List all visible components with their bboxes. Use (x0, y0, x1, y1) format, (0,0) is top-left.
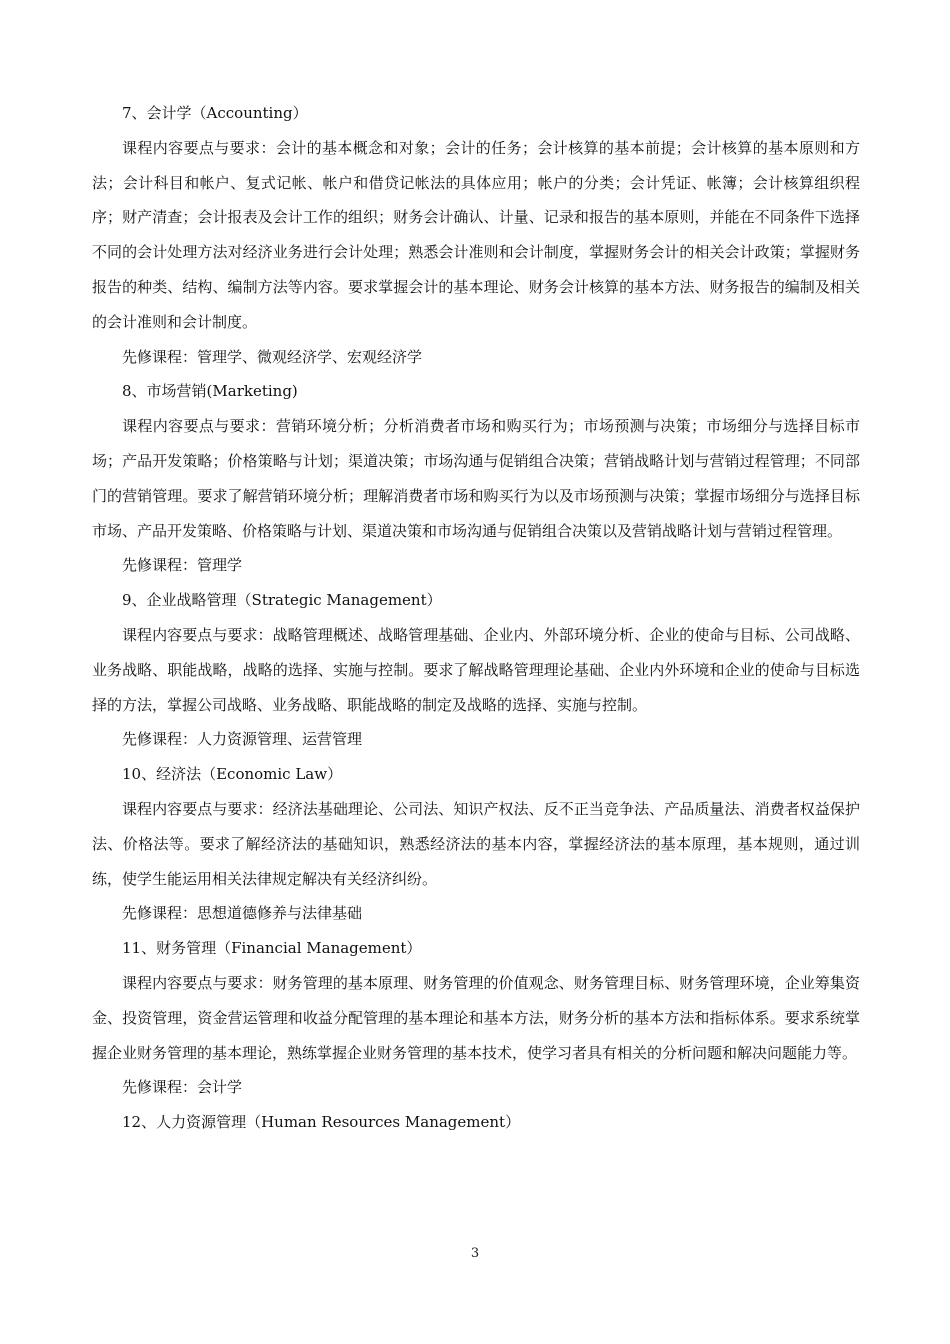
course-prereq-accounting: 先修课程：管理学、微观经济学、宏观经济学 (122, 347, 423, 366)
course-heading-marketing: 8、市场营销(Marketing) (122, 382, 298, 401)
course-prereq-economic-law: 先修课程：思想道德修养与法律基础 (122, 904, 363, 923)
page-content (92, 96, 860, 1140)
course-content-marketing: 课程内容要点与要求：营销环境分析；分析消费者市场和购买行为；市场预测与决策；市场细分与选择目标市场；产品开发策略；价格策略与计划；渠道决策；市场沟通与促销组合决策；营销战略计划与营销过程管理；不同部门的营销管理。要求了解营销环境分析；理解消费者市场和购买行为以及市场预测与决策；掌握市场细分与选择目标市场、产品开发策略、价格策略与计划、渠道决策和市场沟通与促销组合决策以及营销战略计划与营销过程管理。 (92, 417, 860, 540)
course-prereq-strategic-management: 先修课程：人力资源管理、运营管理 (122, 730, 363, 749)
course-prereq-financial-management: 先修课程：会计学 (122, 1078, 243, 1097)
course-heading-economic-law: 10、经济法（Economic Law） (122, 765, 343, 784)
course-content-accounting: 课程内容要点与要求：会计的基本概念和对象；会计的任务；会计核算的基本前提；会计核算的基本原则和方法；会计科目和帐户、复式记帐、帐户和借贷记帐法的具体应用；帐户的分类；会计凭证、帐簿；会计核算组织程序；财产清查；会计报表及会计工作的组织；财务会计确认、计量、记录和报告的基本原则，并能在不同条件下选择不同的会计处理方法对经济业务进行会计处理；熟悉会计准则和会计制度，掌握财务会计的相关会计政策；掌握财务报告的种类、结构、编制方法等内容。要求掌握会计的基本理论、财务会计核算的基本方法、财务报告的编制及相关的会计准则和会计制度。 (92, 138, 860, 331)
course-prereq-marketing: 先修课程：管理学 (122, 556, 243, 575)
course-heading-strategic-management: 9、企业战略管理（Strategic Management） (122, 591, 442, 610)
course-heading-financial-management: 11、财务管理（Financial Management） (122, 939, 422, 958)
course-heading-accounting: 7、会计学（Accounting） (122, 104, 308, 122)
course-content-strategic-management: 课程内容要点与要求：战略管理概述、战略管理基础、企业内、外部环境分析、企业的使命与目标、公司战略、业务战略、职能战略，战略的选择、实施与控制。要求了解战略管理理论基础、企业内外环境和企业的使命与目标选择的方法，掌握公司战略、业务战略、职能战略的制定及战略的选择、实施与控制。 (92, 625, 860, 714)
page-number: 3 (470, 1246, 480, 1261)
course-content-economic-law: 课程内容要点与要求：经济法基础理论、公司法、知识产权法、反不正当竞争法、产品质量法、消费者权益保护法、价格法等。要求了解经济法的基础知识，熟悉经济法的基本内容，掌握经济法的基本原理，基本规则，通过训练，使学生能运用相关法律规定解决有关经济纠纷。 (92, 799, 860, 888)
course-heading-human-resources: 12、人力资源管理（Human Resources Management） (122, 1113, 521, 1132)
course-content-financial-management: 课程内容要点与要求：财务管理的基本原理、财务管理的价值观念、财务管理目标、财务管理环境，企业筹集资金、投资管理，资金营运管理和收益分配管理的基本理论和基本方法，财务分析的基本方法和指标体系。要求系统掌握企业财务管理的基本理论，熟练掌握企业财务管理的基本技术，使学习者具有相关的分析问题和解决问题能力等。 (92, 973, 860, 1062)
